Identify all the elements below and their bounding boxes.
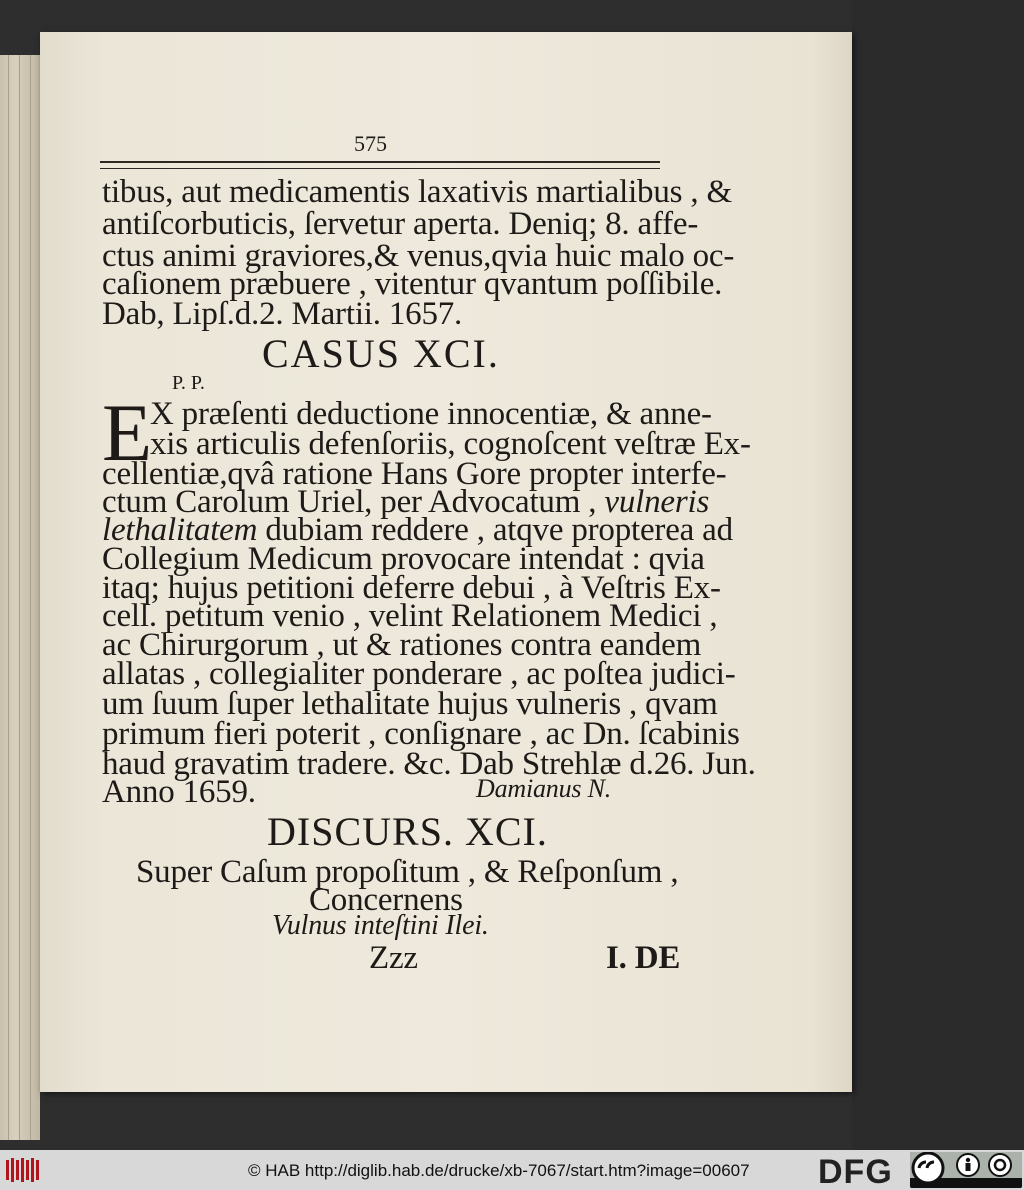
text-segment: ctum Carolum Uriel, per Advocatum , xyxy=(102,484,597,520)
text-line: ctus animi graviores,& venus,qvia huic malo oc- xyxy=(102,238,735,274)
subtitle-italic: Vulnus inteſtini Ilei. xyxy=(272,910,489,941)
hab-logo-icon xyxy=(4,1156,44,1184)
text-line: cellentiæ,qvâ ratione Hans Gore propter interfe- xyxy=(102,456,727,492)
text-line: X præſenti deductione innocentiæ, & anne- xyxy=(150,396,712,432)
text-line: allatas , collegialiter ponderare , ac poſtea judici- xyxy=(102,656,736,692)
subtitle-line: Super Caſum propoſitum , & Reſponſum , xyxy=(136,854,679,890)
italic-segment: lethalitatem xyxy=(102,512,258,548)
cc-by-sa-icon xyxy=(910,1152,1022,1188)
signature-mark: Zzz xyxy=(369,940,418,976)
subtitle-line: Concernens xyxy=(309,882,463,918)
signature: Damianus N. xyxy=(476,774,612,803)
text-line: primum fieri poterit , conſignare , ac Dn. ſcabinis xyxy=(102,716,740,752)
text-line-anno: Anno 1659. xyxy=(102,774,256,810)
text-line: Dab, Lipſ.d.2. Martii. 1657. xyxy=(102,296,463,332)
discurs-heading: DISCURS. XCI. xyxy=(267,809,548,854)
text-line: cell. petitum venio , velint Relationem Medici , xyxy=(102,598,718,634)
text-line: caſionem præbuere , vitentur qvantum poſſibile. xyxy=(102,266,723,302)
page-number: 575 xyxy=(354,131,387,156)
text-line: um ſuum ſuper lethalitate hujus vulneris , qvam xyxy=(102,686,718,722)
catchword: I. DE xyxy=(606,940,681,976)
text-line: xis articulis defenſoriis, cognoſcent veſtræ Ex- xyxy=(150,426,751,462)
source-url[interactable]: © HAB http://diglib.hab.de/drucke/xb-7067/start.htm?image=00607 xyxy=(248,1161,750,1180)
header-rule xyxy=(100,161,660,169)
casus-heading: CASUS XCI. xyxy=(262,331,500,376)
text-line: antiſcorbuticis, ſervetur aperta. Deniq; 8. affe- xyxy=(102,206,699,242)
text-line: haud gravatim tradere. &c. Dab Strehlæ d.26. Jun. xyxy=(102,746,756,782)
salutation-pp: P. P. xyxy=(172,372,205,394)
italic-segment: vulneris xyxy=(604,484,710,520)
text-segment: dubiam reddere , atqve propterea ad xyxy=(265,512,733,548)
text-line: ac Chirurgorum , ut & rationes contra eandem xyxy=(102,627,702,663)
text-line: Collegium Medicum provocare intendat : qvia xyxy=(102,541,705,577)
text-line: itaq; hujus petitioni deferre debui , à Veſtris Ex- xyxy=(102,570,721,606)
adjacent-page-edges xyxy=(0,55,40,1140)
drop-cap: E xyxy=(102,387,153,478)
text-line: tibus, aut medicamentis laxativis martialibus , & xyxy=(102,174,732,210)
background-right xyxy=(852,0,1024,1150)
dfg-logo: DFG xyxy=(818,1153,893,1190)
